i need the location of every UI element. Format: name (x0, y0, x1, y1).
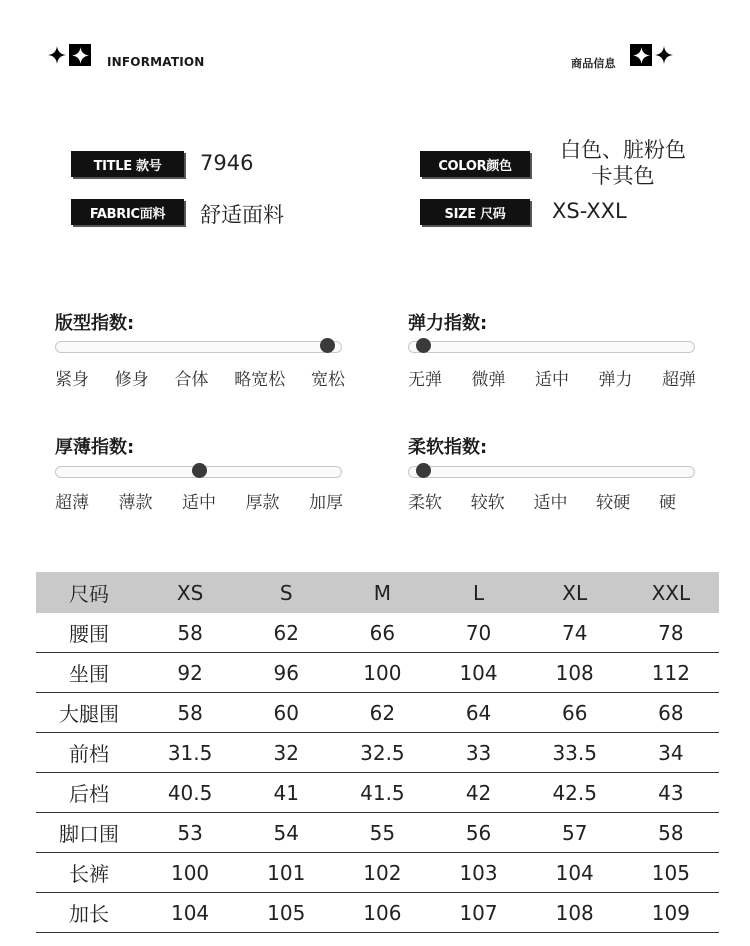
table-cell: 101 (238, 853, 334, 893)
fit-scale-knob (320, 338, 335, 353)
table-cell: 103 (430, 853, 526, 893)
row-label-cell: 加长 (36, 893, 142, 933)
scale-option: 略宽松 (234, 370, 286, 390)
table-cell: 70 (430, 613, 526, 653)
table-cell: 57 (527, 813, 623, 853)
scale-option: 超薄 (55, 493, 89, 513)
scale-option: 硬 (659, 493, 676, 513)
elasticity-scale-track (408, 341, 695, 353)
fabric-tag: FABRIC面料 (71, 199, 184, 225)
table-cell: 92 (142, 653, 238, 693)
table-cell: 43 (623, 773, 719, 813)
table-cell: 107 (430, 893, 526, 933)
elasticity-scale-knob (416, 338, 431, 353)
table-cell: 105 (238, 893, 334, 933)
scale-option: 合体 (174, 370, 209, 390)
table-cell: 104 (430, 653, 526, 693)
table-row (36, 893, 719, 933)
table-cell: 32 (238, 733, 334, 773)
scale-option: 弹力 (598, 370, 633, 390)
elasticity-scale-title: 弹力指数: (408, 313, 488, 334)
row-label-cell: 坐围 (36, 653, 142, 693)
sparkle-box-icon (69, 44, 91, 66)
table-cell: 32.5 (334, 733, 430, 773)
table-row (36, 733, 719, 773)
table-cell: 102 (334, 853, 430, 893)
softness-scale-knob (416, 463, 431, 478)
table-cell: 34 (623, 733, 719, 773)
sparkle-box-icon (630, 44, 652, 66)
scale-option: 柔软 (408, 493, 442, 513)
table-cell: 108 (527, 653, 623, 693)
sparkle-icon (48, 46, 66, 64)
scale-option: 修身 (114, 370, 149, 390)
row-label-cell: 大腿围 (36, 693, 142, 733)
scale-option: 宽松 (311, 370, 345, 390)
table-cell: 58 (142, 693, 238, 733)
header-cell: 尺码 (36, 572, 142, 613)
table-cell: 66 (527, 693, 623, 733)
header-cell: M (334, 572, 430, 613)
table-cell: 58 (623, 813, 719, 853)
table-cell: 53 (142, 813, 238, 853)
scale-option: 较硬 (596, 493, 631, 513)
table-cell: 31.5 (142, 733, 238, 773)
header-right-icons (630, 44, 673, 66)
row-label-cell: 腰围 (36, 613, 142, 653)
size-value: XS-XXL (552, 199, 627, 223)
fit-scale-labels (55, 365, 345, 390)
table-cell: 60 (238, 693, 334, 733)
softness-scale-track (408, 466, 695, 478)
scale-option: 适中 (182, 493, 216, 513)
size-chart-table (36, 572, 719, 933)
table-row (36, 773, 719, 813)
table-row (36, 613, 719, 653)
softness-scale-title: 柔软指数: (408, 437, 488, 458)
scale-option: 紧身 (55, 370, 89, 390)
scale-option: 加厚 (309, 493, 343, 513)
color-tag: COLOR颜色 (420, 151, 530, 177)
table-row (36, 813, 719, 853)
title-value: 7946 (200, 151, 254, 175)
table-row (36, 853, 719, 893)
thickness-scale-title: 厚薄指数: (55, 437, 135, 458)
header-product-info-label: 商品信息 (571, 57, 616, 70)
table-cell: 62 (238, 613, 334, 653)
table-cell: 55 (334, 813, 430, 853)
fit-scale-track (55, 341, 342, 353)
row-label-cell: 长裤 (36, 853, 142, 893)
softness-scale-labels (408, 488, 676, 513)
row-label-cell: 前档 (36, 733, 142, 773)
table-cell: 62 (334, 693, 430, 733)
header-information-label: INFORMATION (107, 55, 205, 69)
table-cell: 105 (623, 853, 719, 893)
scale-option: 厚款 (245, 493, 280, 513)
header-cell: XL (527, 572, 623, 613)
scale-option: 适中 (533, 493, 568, 513)
table-cell: 56 (430, 813, 526, 853)
table-cell: 64 (430, 693, 526, 733)
scale-option: 较软 (470, 493, 505, 513)
table-cell: 112 (623, 653, 719, 693)
table-row (36, 653, 719, 693)
table-cell: 100 (142, 853, 238, 893)
table-cell: 74 (527, 613, 623, 653)
size-tag: SIZE 尺码 (420, 199, 530, 225)
table-cell: 108 (527, 893, 623, 933)
table-cell: 33.5 (527, 733, 623, 773)
table-row (36, 693, 719, 733)
table-cell: 106 (334, 893, 430, 933)
header-cell: XS (142, 572, 238, 613)
scale-option: 无弹 (408, 370, 442, 390)
sparkle-icon (655, 46, 673, 64)
scale-option: 微弹 (471, 370, 506, 390)
title-tag: TITLE 款号 (71, 151, 184, 177)
table-cell: 41 (238, 773, 334, 813)
table-cell: 54 (238, 813, 334, 853)
scale-option: 超弹 (662, 370, 696, 390)
table-cell: 66 (334, 613, 430, 653)
fit-scale-title: 版型指数: (55, 313, 135, 334)
elasticity-scale-labels (408, 365, 696, 390)
table-cell: 40.5 (142, 773, 238, 813)
scale-option: 适中 (535, 370, 569, 390)
thickness-scale-track (55, 466, 342, 478)
table-cell: 41.5 (334, 773, 430, 813)
size-header-row (36, 572, 719, 613)
header-cell: S (238, 572, 334, 613)
fabric-value: 舒适面料 (200, 203, 284, 227)
table-cell: 104 (527, 853, 623, 893)
header-cell: XXL (623, 572, 719, 613)
table-cell: 100 (334, 653, 430, 693)
row-label-cell: 后档 (36, 773, 142, 813)
table-cell: 104 (142, 893, 238, 933)
color-value-line2: 卡其色 (591, 164, 655, 188)
table-cell: 42 (430, 773, 526, 813)
table-cell: 109 (623, 893, 719, 933)
color-value-line1: 白色、脏粉色 (560, 138, 686, 162)
scale-option: 薄款 (118, 493, 153, 513)
header-cell: L (430, 572, 526, 613)
table-cell: 96 (238, 653, 334, 693)
table-cell: 58 (142, 613, 238, 653)
thickness-scale-knob (192, 463, 207, 478)
table-cell: 33 (430, 733, 526, 773)
thickness-scale-labels (55, 488, 343, 513)
table-cell: 78 (623, 613, 719, 653)
header-left-icons (48, 44, 91, 66)
table-cell: 42.5 (527, 773, 623, 813)
row-label-cell: 脚口围 (36, 813, 142, 853)
table-cell: 68 (623, 693, 719, 733)
